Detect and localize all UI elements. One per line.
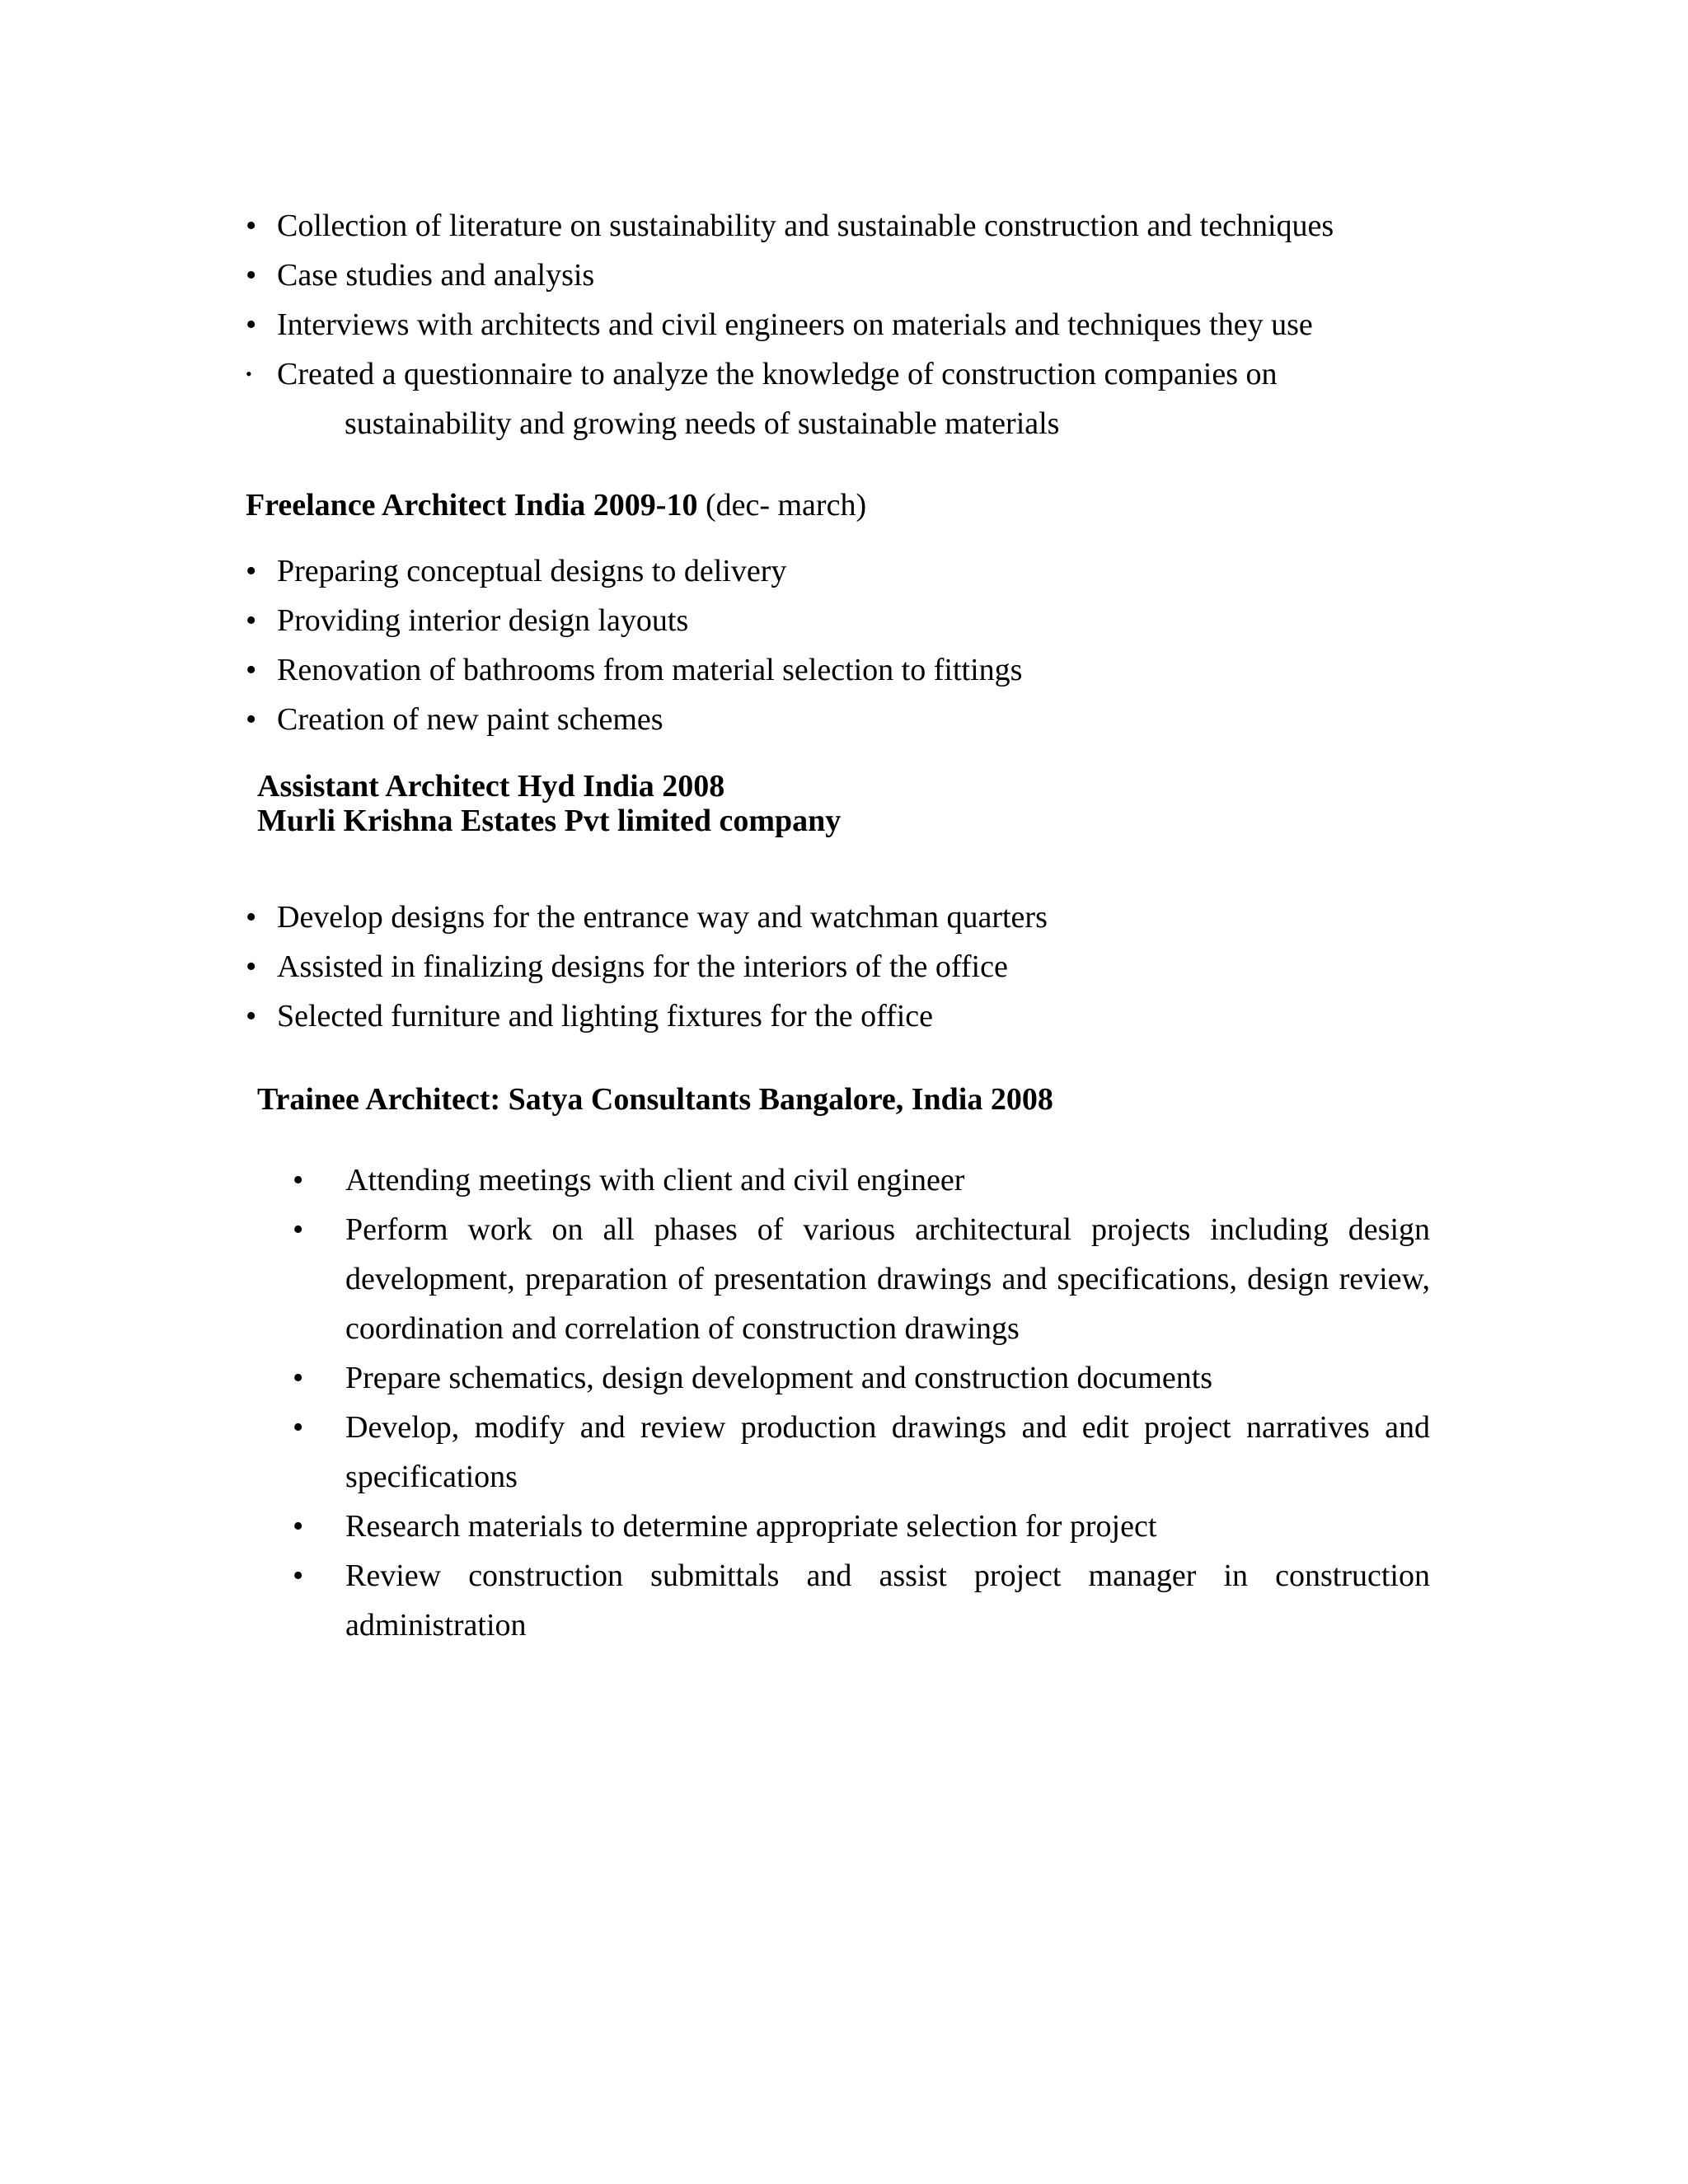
- list-item-text: Prepare schematics, design development and construction documents: [345, 1361, 1213, 1395]
- list-item: [293, 1205, 1430, 1353]
- heading-dates: (dec- march): [705, 488, 867, 523]
- assistant-list: [246, 893, 1048, 1041]
- list-item-text: Providing interior design layouts: [277, 603, 689, 638]
- heading-company: Murli Krishna Estates Pvt limited company: [257, 804, 842, 838]
- bullet-icon: •: [246, 900, 257, 935]
- bullet-icon: •: [246, 307, 257, 342]
- list-item: [246, 300, 1334, 349]
- bullet-icon: •: [246, 363, 252, 384]
- list-item-text: Review construction submittals and assist project manager in construction administration: [345, 1558, 1430, 1643]
- list-item-text: Selected furniture and lighting fixtures for the office: [277, 999, 933, 1033]
- bullet-icon: •: [246, 554, 257, 588]
- list-item-text: Develop, modify and review production drawings and edit project narratives and specifications: [345, 1410, 1430, 1494]
- list-item-text: Created a questionnaire to analyze the knowledge of construction companies on: [277, 357, 1278, 391]
- section-heading-trainee: [257, 1082, 1053, 1117]
- research-list: [246, 201, 1334, 448]
- list-item: [293, 1403, 1430, 1502]
- list-item: [293, 1155, 1430, 1205]
- bullet-icon: •: [246, 949, 257, 984]
- list-item: [246, 991, 1048, 1041]
- list-item: [293, 1353, 1430, 1403]
- section-heading-freelance: [246, 488, 866, 523]
- bullet-icon: •: [293, 1509, 304, 1544]
- bullet-icon: •: [293, 1361, 304, 1395]
- list-item: [246, 546, 1022, 596]
- list-item-text: Collection of literature on sustainability and sustainable construction and techniques: [277, 209, 1334, 243]
- list-item: [246, 695, 1022, 744]
- list-item-text: Case studies and analysis: [277, 258, 595, 293]
- bullet-icon: •: [246, 258, 257, 293]
- list-item: [246, 645, 1022, 695]
- bullet-icon: •: [246, 999, 257, 1033]
- list-item: [246, 893, 1048, 942]
- bullet-icon: •: [293, 1410, 304, 1445]
- list-item: [246, 349, 1334, 448]
- list-item: [246, 201, 1334, 251]
- list-item-text: Develop designs for the entrance way and watchman quarters: [277, 900, 1048, 935]
- heading-title: Freelance Architect India 2009-10: [246, 488, 698, 523]
- list-item: [246, 251, 1334, 300]
- list-item-text: Interviews with architects and civil engineers on materials and techniques they use: [277, 307, 1313, 342]
- bullet-icon: •: [246, 209, 257, 243]
- heading-title: Assistant Architect Hyd India 2008: [257, 769, 725, 804]
- bullet-icon: •: [246, 653, 257, 687]
- list-item: [293, 1551, 1430, 1650]
- list-item-continuation: sustainability and growing needs of sustainable materials: [345, 406, 1060, 441]
- list-item: [293, 1502, 1430, 1551]
- section-heading-assistant: [257, 769, 841, 838]
- list-item: [246, 942, 1048, 991]
- heading-title: Trainee Architect: Satya Consultants Bangalore, India 2008: [257, 1082, 1053, 1117]
- trainee-list: [293, 1155, 1430, 1650]
- list-item-text: Perform work on all phases of various architectural projects including design development, preparation of presentation drawings and specifications, design review, coordination and correlation of construction drawings: [345, 1212, 1430, 1346]
- list-item-text: Attending meetings with client and civil engineer: [345, 1163, 965, 1197]
- list-item: [246, 596, 1022, 645]
- list-item-text: Research materials to determine appropriate selection for project: [345, 1509, 1157, 1544]
- bullet-icon: •: [293, 1212, 304, 1247]
- list-item-text: Creation of new paint schemes: [277, 702, 663, 737]
- list-item-text: Renovation of bathrooms from material selection to fittings: [277, 653, 1023, 687]
- bullet-icon: •: [293, 1558, 304, 1593]
- list-item-text: Assisted in finalizing designs for the interiors of the office: [277, 949, 1008, 984]
- freelance-list: [246, 546, 1022, 744]
- bullet-icon: •: [293, 1163, 304, 1197]
- bullet-icon: •: [246, 702, 257, 737]
- bullet-icon: •: [246, 603, 257, 638]
- list-item-text: Preparing conceptual designs to delivery: [277, 554, 787, 588]
